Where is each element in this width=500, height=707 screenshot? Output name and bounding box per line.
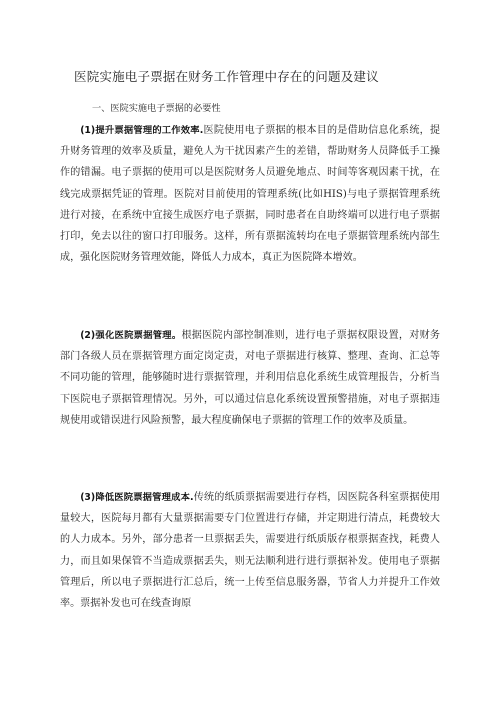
paragraph-management: [60, 325, 440, 431]
paragraph-lead: (2)强化医院票据管理。: [80, 330, 182, 341]
paragraph-cost: [60, 487, 440, 614]
paragraph-body: 根据医院内部控制准则，进行电子票据权限设置，对财务部门各级人员在票据管理方面定岗定责，对电子票据进行核算、整理、查询、汇总等不同功能的管理，能够随时进行票据管理，并利用信息化系统生成管理报告，分析当下医院电子票据管理情况。另外，可以通过信息化系统设置预警措施，对电子票据违规使用或错误进行风险预警，最大程度确保电子票据的管理工作的效率及质量。: [60, 330, 441, 426]
document-title: 医院实施电子票据在财务工作管理中存在的问题及建议: [74, 69, 379, 84]
paragraph-body: 传统的纸质票据需要进行存档，因医院各科室票据使用量较大，医院每月都有大量票据需要专门位置进行存储，并定期进行清点，耗费较大的人力成本。另外，部分患者一旦票据丢失，需要进行纸质版存根票据查找，耗费人力，而且如果保管不当造成票据丢失，则无法顺利进行进行票据补发。使用电子票据管理后，所以电子票据进行汇总后，统一上传至信息服务器，节省人力并提升工作效率。票据补发也可在线查询原: [60, 492, 441, 610]
paragraph-lead: (1)提升票据管理的工作效率.: [80, 125, 204, 136]
section-heading: 一、医院实施电子票据的必要性: [92, 103, 221, 114]
paragraph-lead: (3)降低医院票据管理成本.: [80, 492, 194, 503]
paragraph-body: 医院使用电子票据的根本目的是借助信息化系统，提升财务管理的效率及质量，避免人为干扰因素产生的差错，帮助财务人员降低手工操作的错漏。电子票据的使用可以是医院财务人员避免地点、时间等客观因素干扰，在线完成票据凭证的管理。医院对目前使用的管理系统(比如HIS)与电子票据管理系统进行对接，在系统中宜接生成医疗电子票据，同时患者在自助终端可以进行电子票据打印，免去以往的窗口打印服务。这样，所有票据流转均在电子票据管理系统内部生成，强化医院财务管理效能，降低人力成本，真正为医院降本增效。: [60, 125, 441, 264]
paragraph-efficiency: [60, 120, 440, 268]
